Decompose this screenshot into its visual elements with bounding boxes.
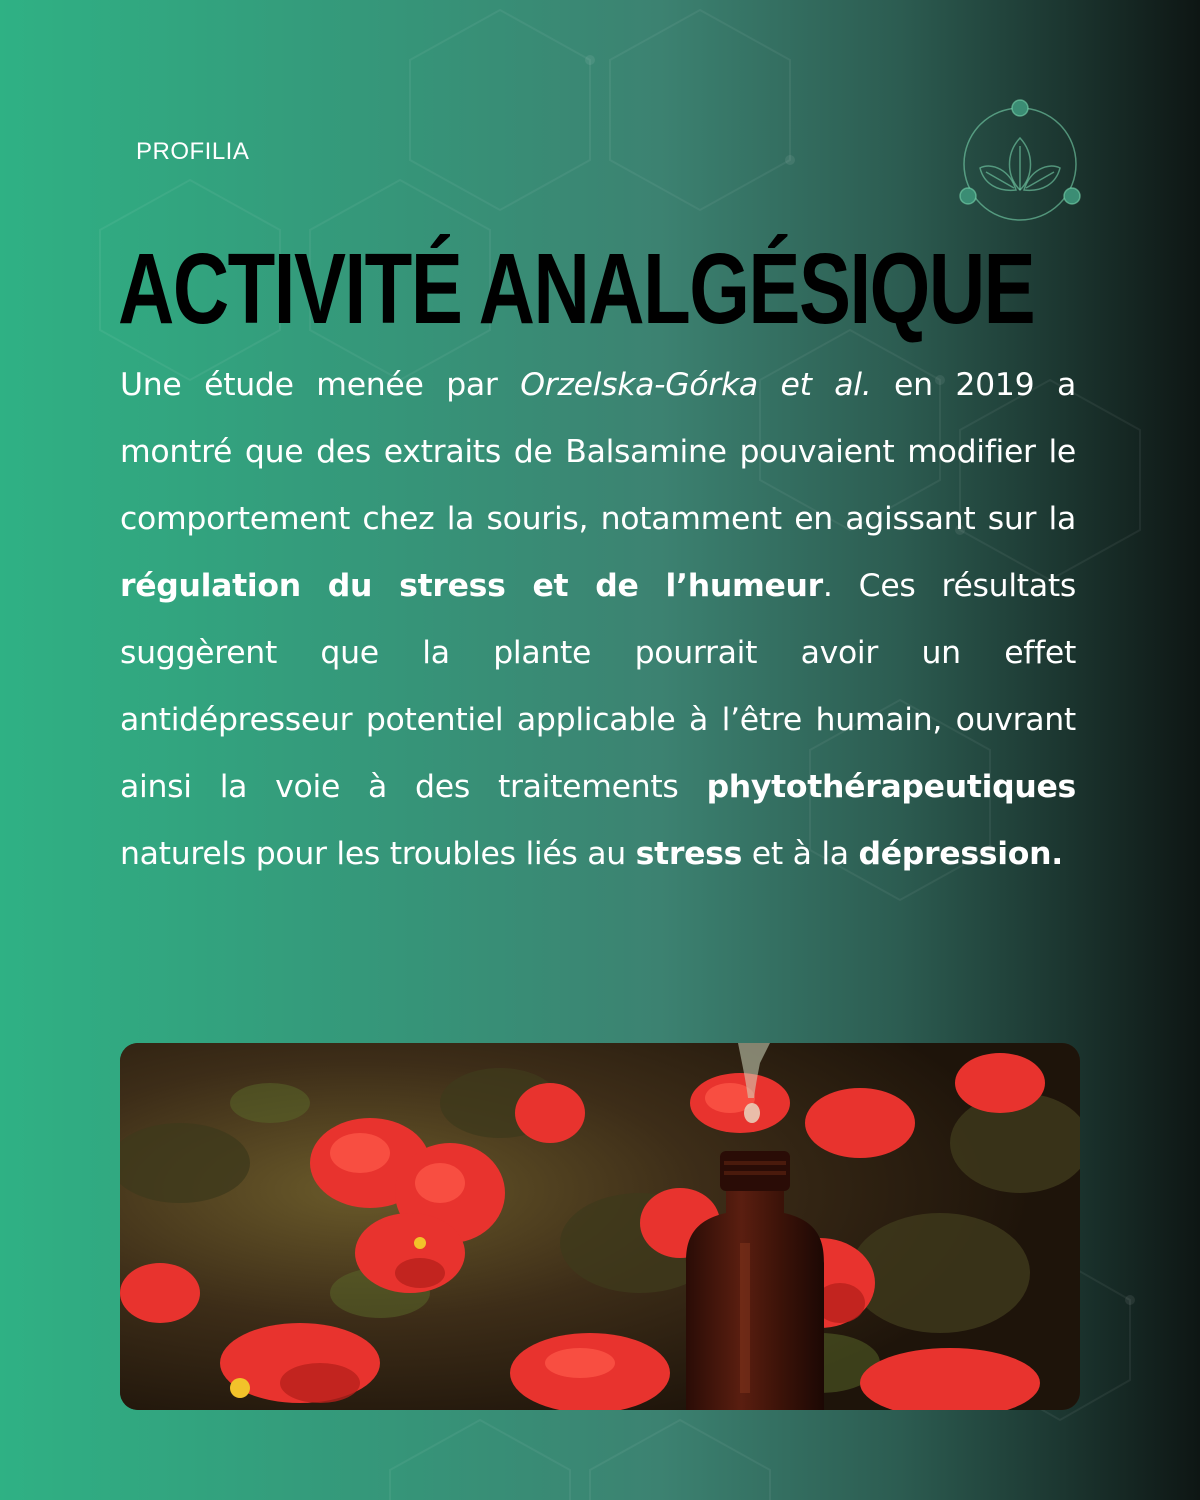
highlight-phytotherapy: phytothérapeutiques xyxy=(706,769,1076,805)
citation-authors: Orzelska-Górka et al. xyxy=(520,367,872,403)
highlight-depression: dépression. xyxy=(858,836,1063,872)
leaf-logo-icon xyxy=(958,98,1082,226)
highlight-stress: stress xyxy=(635,836,743,872)
brand-name: PROFILIA xyxy=(136,138,250,165)
text-segment: naturels pour les troubles liés au xyxy=(120,836,636,872)
text-segment: Une étude menée par xyxy=(120,367,521,403)
flower-bottle-photo xyxy=(120,1043,1080,1410)
text-segment: en 2019 a montré que des extraits de Balsamine pouvaient modifier le comportement chez la souris, notamment en agissant sur la xyxy=(120,367,1077,537)
highlight-stress-regulation: régulation du stress et de l’humeur xyxy=(120,568,823,604)
text-segment: et à la xyxy=(742,836,859,872)
page-title: ACTIVITÉ ANALGÉSIQUE xyxy=(118,232,1035,345)
body-paragraph xyxy=(120,352,1076,888)
photo-illustration xyxy=(120,1043,1080,1410)
text-segment: . Ces résultats suggèrent que la plante pourrait avoir un effet antidépresseur potentiel applicable à l’être humain, ouvrant ainsi la voie à des traitements xyxy=(120,568,1076,805)
